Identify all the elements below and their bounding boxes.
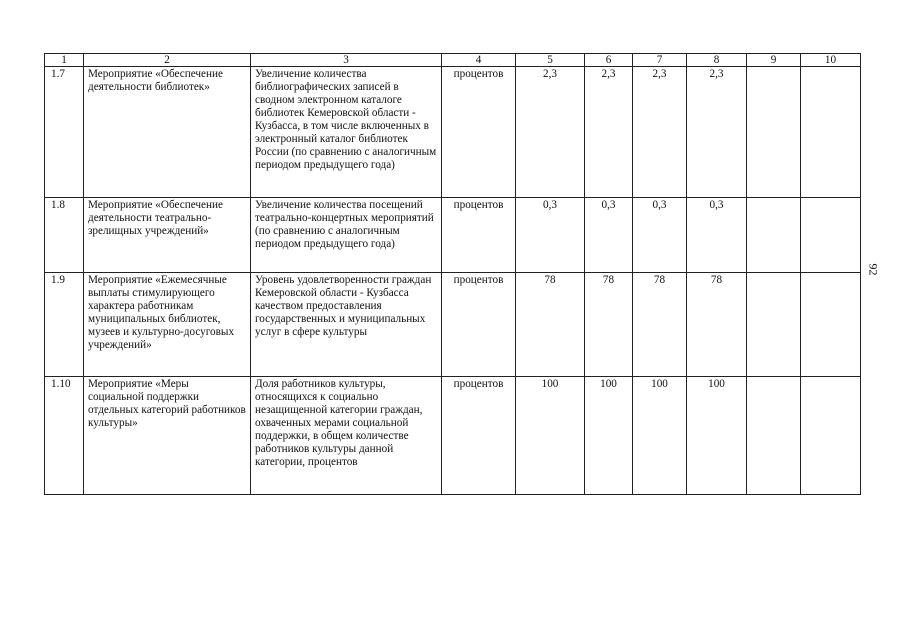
table-row (45, 67, 861, 198)
indicators-table (44, 53, 861, 495)
value-cell (747, 273, 801, 377)
page-number: 92 (866, 263, 881, 276)
value-cell: 78 (687, 273, 747, 377)
value-cell: 0,3 (633, 198, 687, 273)
row-number: 1.9 (45, 273, 84, 377)
column-header: 9 (747, 54, 801, 67)
row-number: 1.10 (45, 377, 84, 495)
value-cell: 2,3 (516, 67, 585, 198)
value-cell: 100 (633, 377, 687, 495)
measure-name: Мероприятие «Обеспечение деятельности библиотек» (84, 67, 251, 198)
value-cell (801, 67, 861, 198)
column-header: 6 (585, 54, 633, 67)
value-cell (747, 198, 801, 273)
indicator-text: Доля работников культуры, относящихся к социально незащищенной категории граждан, охваченных мерами социальной поддержки, в общем количестве работников культуры данной категории, процентов (251, 377, 442, 495)
row-number: 1.8 (45, 198, 84, 273)
indicator-text: Уровень удовлетворенности граждан Кемеровской области - Кузбасса качеством предоставления государственных и муниципальных услуг в сфере культуры (251, 273, 442, 377)
unit-cell: процентов (442, 198, 516, 273)
measure-name: Мероприятие «Ежемесячные выплаты стимулирующего характера работникам муниципальных библиотек, музеев и культурно-досуговых учреждений» (84, 273, 251, 377)
value-cell (801, 377, 861, 495)
indicator-text: Увеличение количества библиографических записей в сводном электронном каталоге библиотек Кемеровской области - Кузбасса, в том числе включенных в электронный каталог библиотек России (по сравнению с аналогичным периодом предыдущего года) (251, 67, 442, 198)
unit-cell: процентов (442, 273, 516, 377)
table-row (45, 377, 861, 495)
value-cell: 78 (585, 273, 633, 377)
value-cell: 0,3 (516, 198, 585, 273)
value-cell: 78 (516, 273, 585, 377)
value-cell: 0,3 (585, 198, 633, 273)
value-cell: 100 (687, 377, 747, 495)
column-header: 10 (801, 54, 861, 67)
unit-cell: процентов (442, 377, 516, 495)
value-cell: 2,3 (633, 67, 687, 198)
value-cell (801, 273, 861, 377)
table-row (45, 273, 861, 377)
value-cell (801, 198, 861, 273)
indicator-text: Увеличение количества посещений театрально-концертных мероприятий (по сравнению с аналогичным периодом предыдущего года) (251, 198, 442, 273)
value-cell: 0,3 (687, 198, 747, 273)
table-header-row (45, 54, 861, 67)
column-header: 1 (45, 54, 84, 67)
value-cell: 78 (633, 273, 687, 377)
column-header: 4 (442, 54, 516, 67)
value-cell: 100 (516, 377, 585, 495)
column-header: 5 (516, 54, 585, 67)
value-cell (747, 377, 801, 495)
unit-cell: процентов (442, 67, 516, 198)
value-cell: 100 (585, 377, 633, 495)
column-header: 2 (84, 54, 251, 67)
column-header: 8 (687, 54, 747, 67)
column-header: 7 (633, 54, 687, 67)
row-number: 1.7 (45, 67, 84, 198)
measure-name: Мероприятие «Обеспечение деятельности театрально-зрелищных учреждений» (84, 198, 251, 273)
column-header: 3 (251, 54, 442, 67)
measure-name: Мероприятие «Меры социальной поддержки отдельных категорий работников культуры» (84, 377, 251, 495)
value-cell: 2,3 (687, 67, 747, 198)
table-row (45, 198, 861, 273)
value-cell (747, 67, 801, 198)
value-cell: 2,3 (585, 67, 633, 198)
